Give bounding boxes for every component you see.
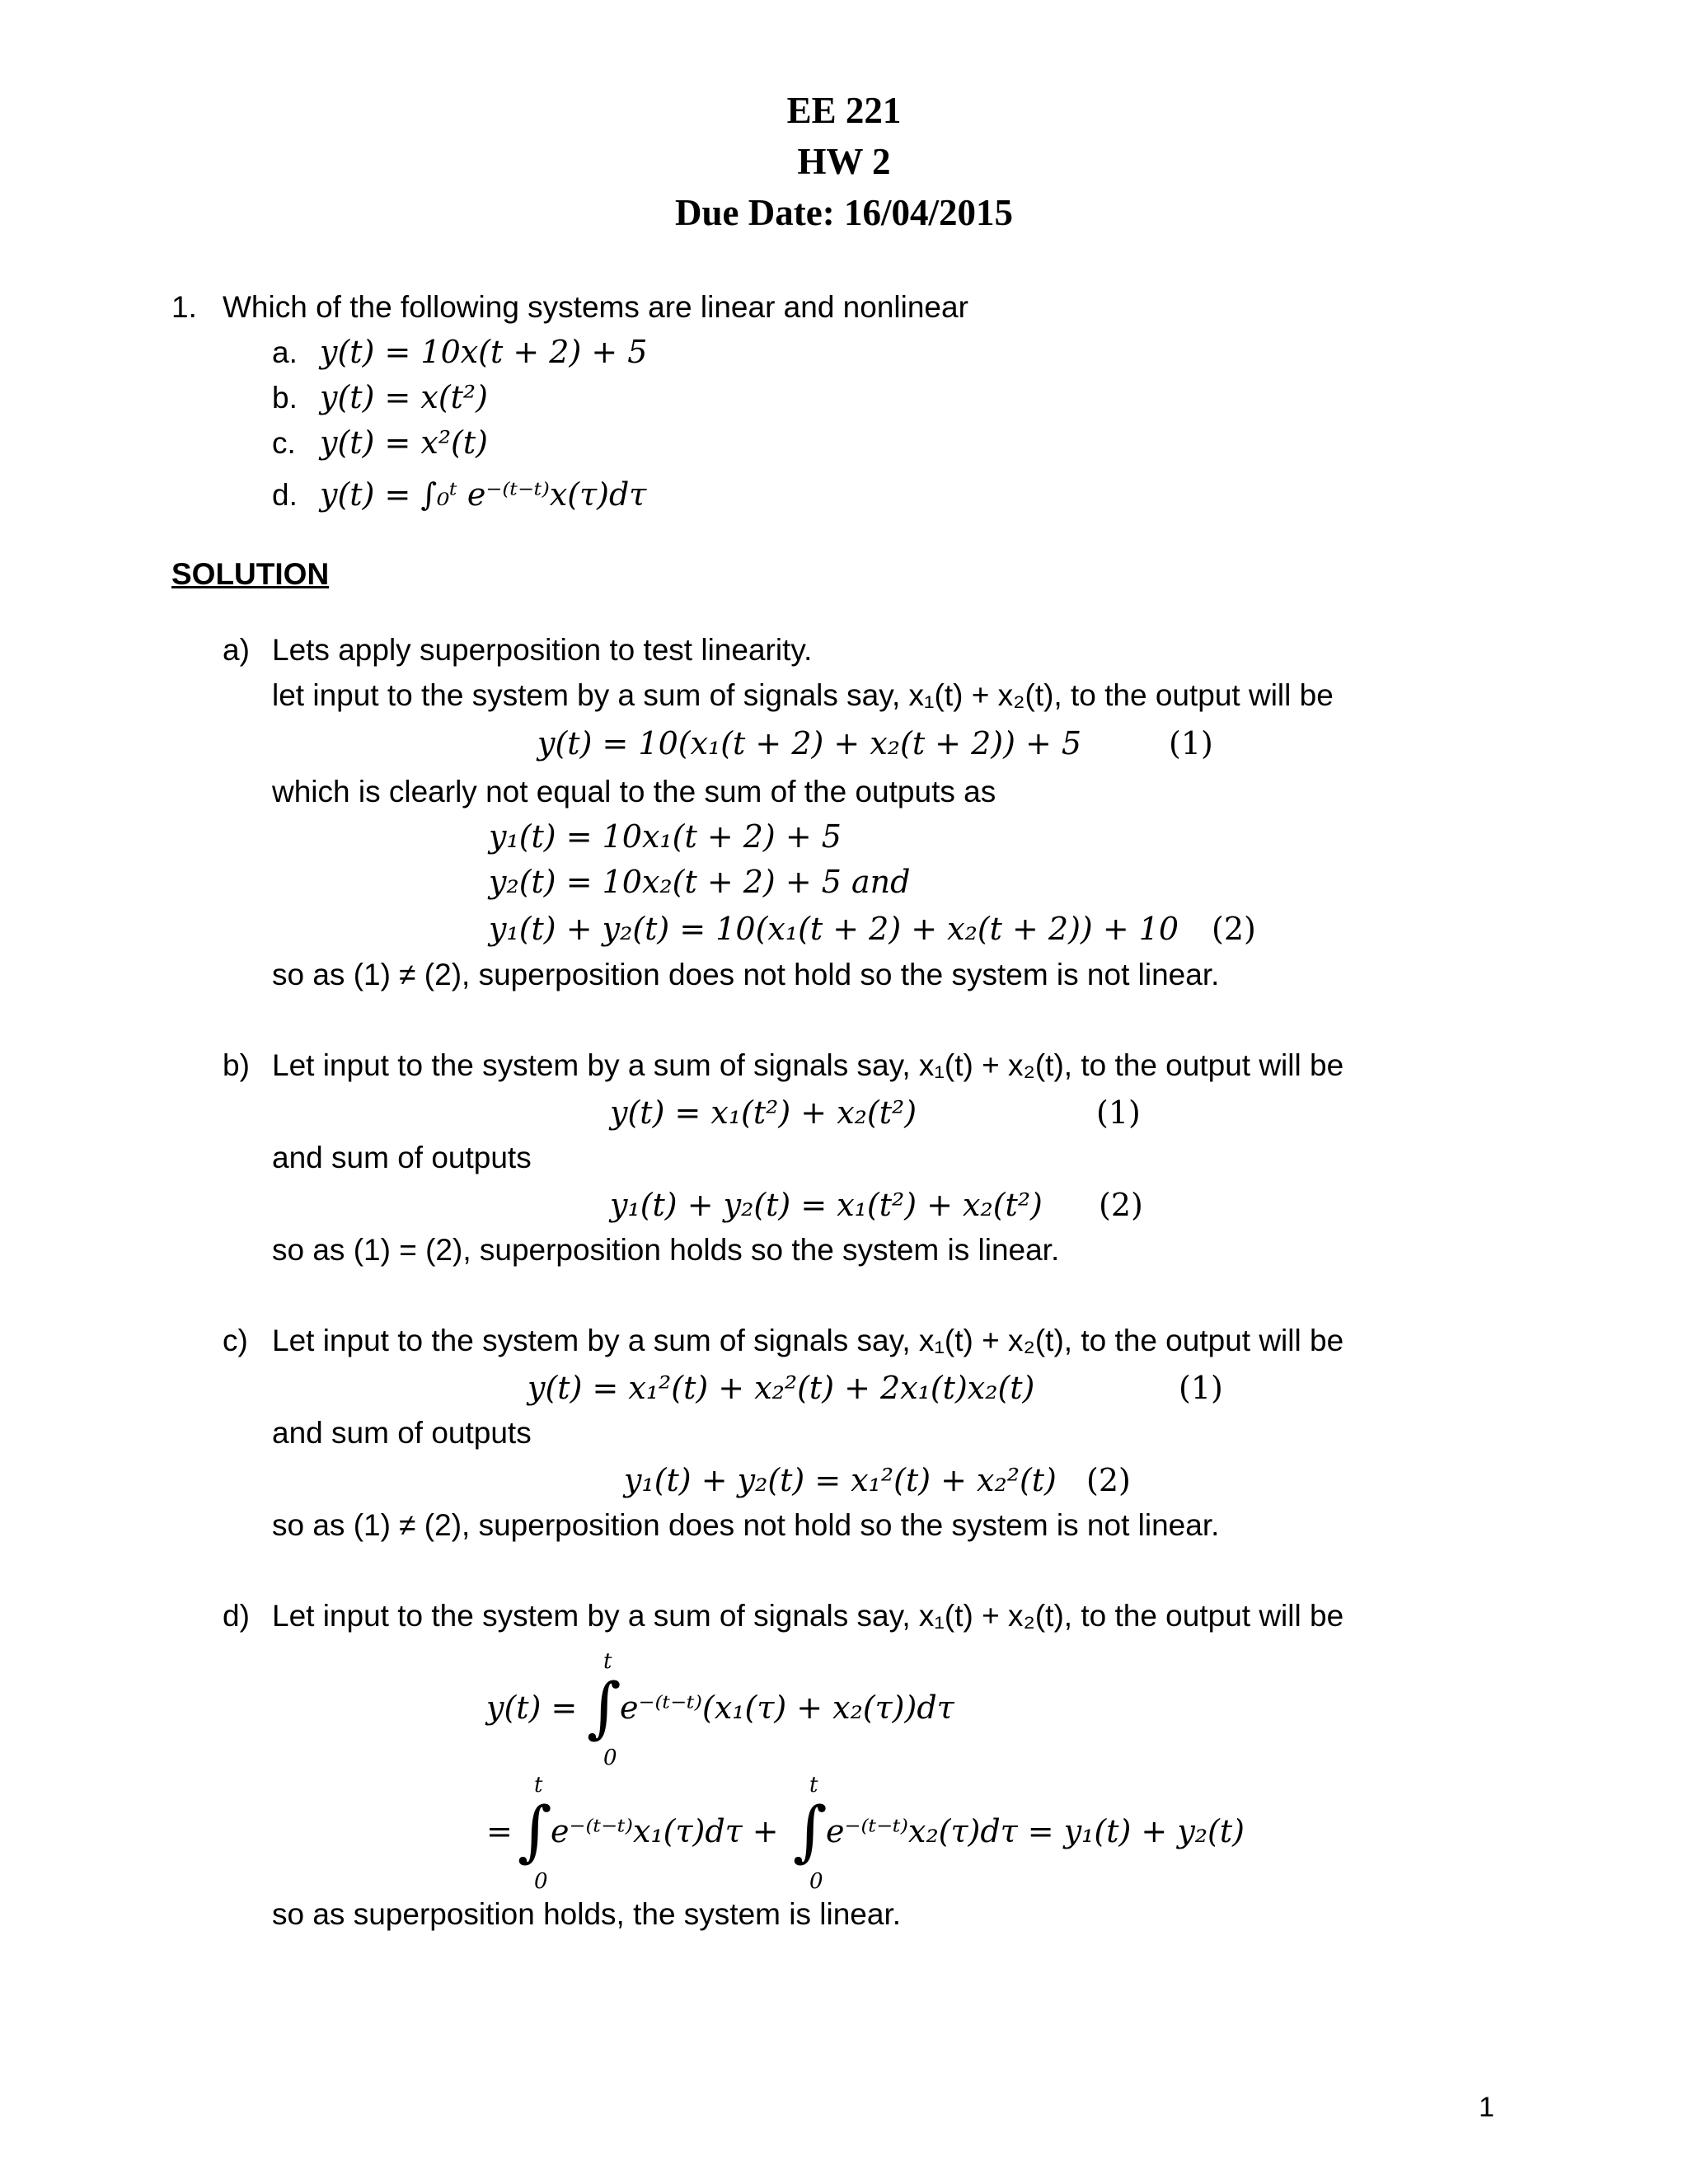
item-a-label: a.	[272, 335, 298, 369]
integral-sign-1: ∫	[587, 1669, 621, 1746]
part-d-line1: Let input to the system by a sum of signals say, x₁(t) + x₂(t), to the output will be	[272, 1599, 1344, 1633]
page-number: 1	[1479, 2092, 1494, 2123]
part-d-eq2-term2: e⁻⁽ᵗ⁻ᵗ⁾x₂(τ)dτ = y₁(t) + y₂(t)	[826, 1813, 1245, 1849]
part-c-line1: Let input to the system by a sum of signals say, x₁(t) + x₂(t), to the output will be	[272, 1324, 1344, 1357]
part-b-eq1: y(t) = x₁(t²) + x₂(t²)	[610, 1094, 917, 1131]
part-b-eq2: y₁(t) + y₂(t) = x₁(t²) + x₂(t²)	[610, 1187, 1043, 1223]
part-b-line1: Let input to the system by a sum of signals say, x₁(t) + x₂(t), to the output will be	[272, 1048, 1344, 1082]
integral-2-lower: 0	[534, 1869, 548, 1894]
part-a-eq1-tag: (1)	[1169, 725, 1213, 762]
course-title: EE 221	[786, 90, 902, 131]
question-number: 1.	[171, 290, 197, 324]
part-c-conclusion: so as (1) ≠ (2), superposition does not hold so the system is not linear.	[272, 1508, 1220, 1542]
part-a-eq1: y(t) = 10(x₁(t + 2) + x₂(t + 2)) + 5	[537, 725, 1082, 762]
part-c-eq2: y₁(t) + y₂(t) = x₁²(t) + x₂²(t)	[624, 1462, 1057, 1498]
integral-1-lower: 0	[603, 1746, 617, 1770]
item-d-expr: y(t) = ∫₀ᵗ e⁻⁽ᵗ⁻ᵗ⁾x(τ)dτ	[320, 476, 647, 513]
part-b-eq1-tag: (1)	[1096, 1094, 1141, 1131]
part-d-conclusion: so as superposition holds, the system is linear.	[272, 1897, 901, 1931]
part-b-line2: and sum of outputs	[272, 1141, 532, 1174]
integral-sign-3: ∫	[793, 1793, 828, 1869]
part-a-eq4-tag: (2)	[1212, 911, 1256, 947]
item-d-label: d.	[272, 478, 298, 512]
question-text: Which of the following systems are linear and nonlinear	[223, 290, 968, 324]
item-b-label: b.	[272, 381, 298, 415]
part-a-line3: which is clearly not equal to the sum of the outputs as	[272, 775, 996, 808]
part-a-line1: Lets apply superposition to test linearity.	[272, 633, 813, 667]
part-a-line2: let input to the system by a sum of signals say, x₁(t) + x₂(t), to the output will be	[272, 678, 1334, 712]
part-c-line2: and sum of outputs	[272, 1416, 532, 1450]
part-c-eq1: y(t) = x₁²(t) + x₂²(t) + 2x₁(t)x₂(t)	[528, 1370, 1035, 1406]
part-b-label: b)	[223, 1048, 250, 1082]
part-c-eq1-tag: (1)	[1179, 1370, 1223, 1406]
part-d-eq1-lhs: y(t) =	[486, 1690, 578, 1726]
integral-3-upper: t	[809, 1773, 818, 1797]
solution-heading: SOLUTION	[171, 557, 330, 591]
part-d-label: d)	[223, 1599, 250, 1633]
part-c-label: c)	[223, 1324, 248, 1357]
integral-3-lower: 0	[809, 1869, 823, 1894]
part-d-eq2-eq: =	[486, 1813, 513, 1849]
part-d-eq1-integrand: e⁻⁽ᵗ⁻ᵗ⁾(x₁(τ) + x₂(τ))dτ	[620, 1690, 954, 1726]
part-a-eq3: y₂(t) = 10x₂(t + 2) + 5 and	[489, 864, 911, 900]
part-a-eq2: y₁(t) = 10x₁(t + 2) + 5	[489, 818, 842, 855]
item-c-label: c.	[272, 426, 296, 460]
item-a-expr: y(t) = 10x(t + 2) + 5	[320, 334, 648, 370]
part-b-eq2-tag: (2)	[1099, 1187, 1143, 1223]
part-c-eq2-tag: (2)	[1086, 1462, 1131, 1498]
item-b-expr: y(t) = x(t²)	[320, 379, 488, 415]
part-a-label: a)	[223, 633, 250, 667]
due-date: Due Date: 16/04/2015	[675, 192, 1013, 233]
part-d-eq2-term1: e⁻⁽ᵗ⁻ᵗ⁾x₁(τ)dτ +	[551, 1813, 779, 1849]
assignment-title: HW 2	[797, 141, 891, 182]
integral-2-upper: t	[534, 1773, 543, 1797]
part-b-conclusion: so as (1) = (2), superposition holds so the system is linear.	[272, 1233, 1060, 1267]
integral-1-upper: t	[603, 1649, 612, 1674]
part-a-conclusion: so as (1) ≠ (2), superposition does not hold so the system is not linear.	[272, 958, 1220, 991]
item-c-expr: y(t) = x²(t)	[320, 424, 488, 461]
part-a-eq4: y₁(t) + y₂(t) = 10(x₁(t + 2) + x₂(t + 2)) + 10	[489, 911, 1179, 947]
integral-sign-2: ∫	[518, 1793, 552, 1869]
